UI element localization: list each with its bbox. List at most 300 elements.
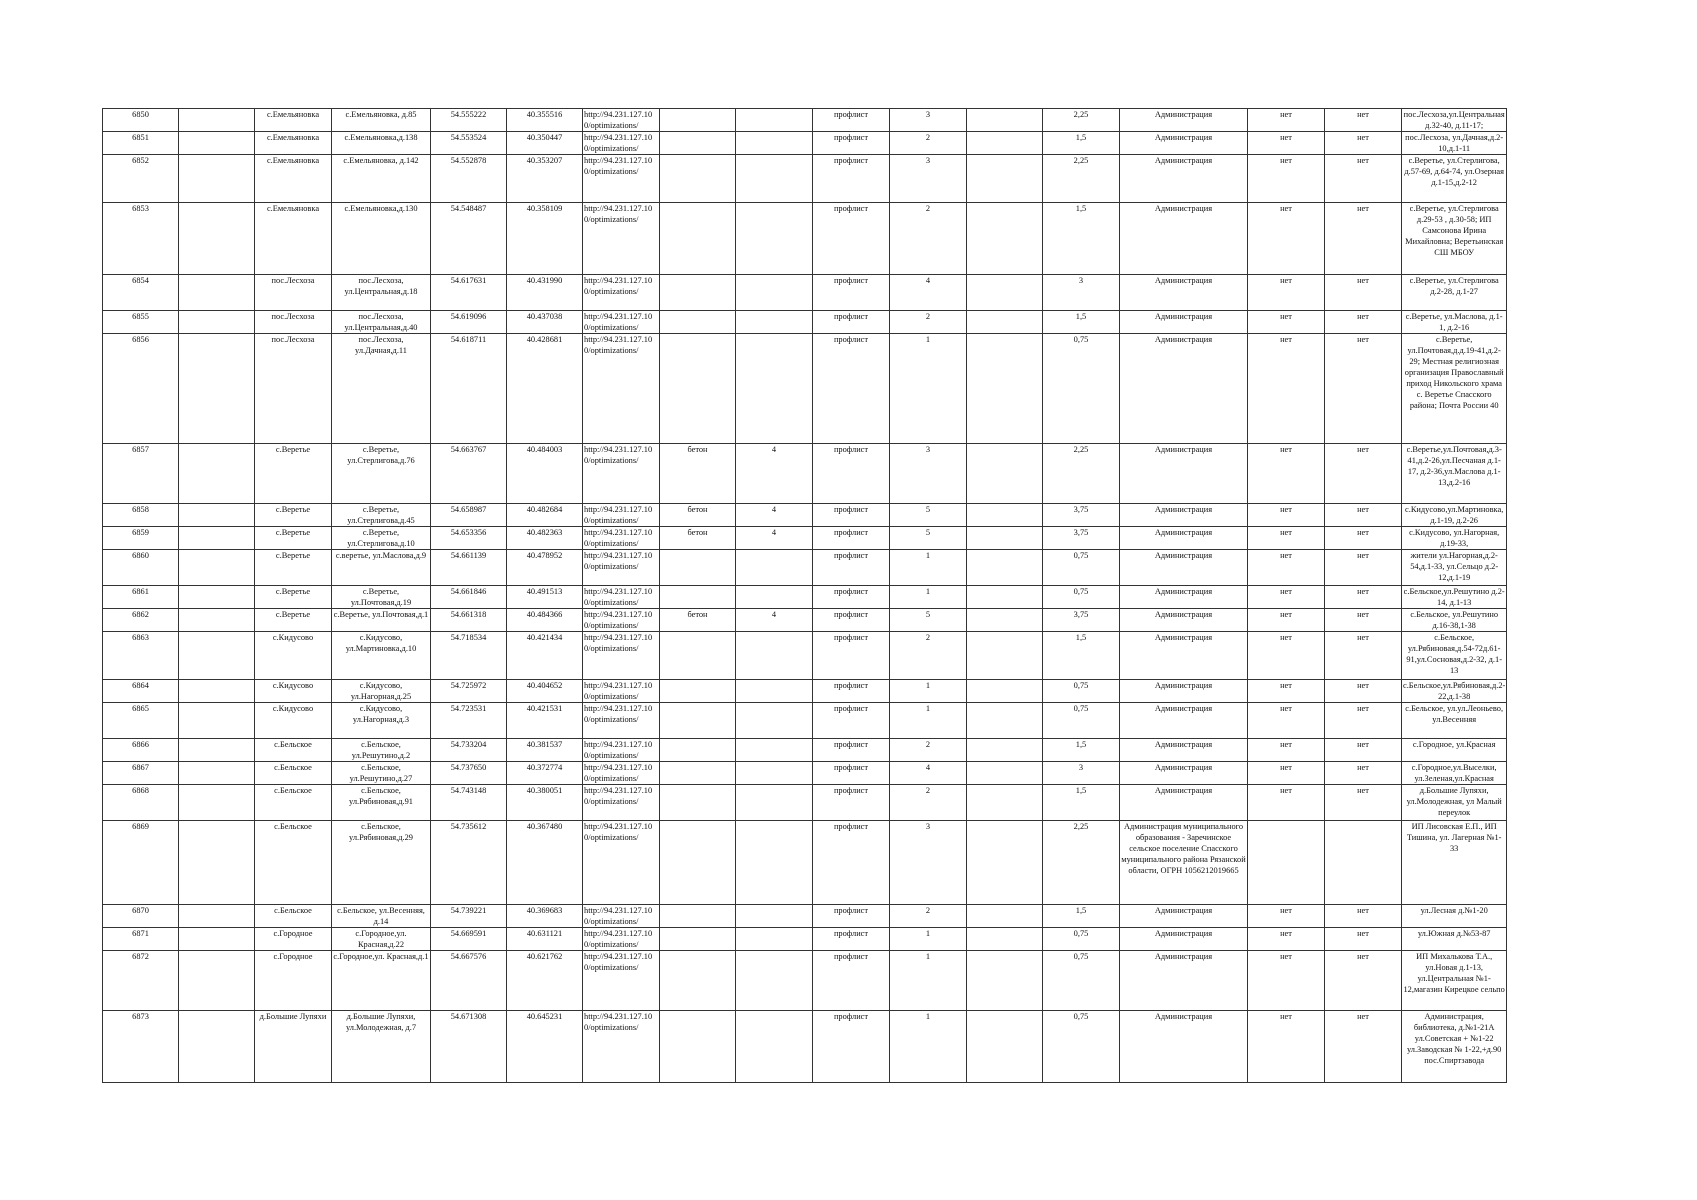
cell-link[interactable]: http://94.231.127.100/optimizations/ [583, 762, 660, 785]
cell-blank2 [967, 109, 1043, 132]
cell-flag1: нет [1248, 504, 1325, 527]
cell-ctype: профлист [813, 444, 890, 504]
cell-count: 3 [890, 444, 967, 504]
table-row [103, 632, 1507, 680]
cell-count: 2 [890, 632, 967, 680]
cell-surface [660, 1011, 736, 1083]
cell-id: 6865 [103, 703, 179, 739]
cell-owner: Администрация [1120, 785, 1248, 821]
cell-surface [660, 680, 736, 703]
cell-flag1: нет [1248, 527, 1325, 550]
cell-count: 1 [890, 550, 967, 586]
cell-lat: 54.663767 [431, 444, 507, 504]
cell-ctype: профлист [813, 821, 890, 905]
cell-flag2: нет [1325, 609, 1402, 632]
cell-owner: Администрация [1120, 444, 1248, 504]
cell-blank1 [179, 739, 255, 762]
cell-surface [660, 905, 736, 928]
table-row [103, 1011, 1507, 1083]
cell-settlement: с.Веретье [255, 550, 332, 586]
cell-lat: 54.618711 [431, 334, 507, 444]
cell-surface [660, 334, 736, 444]
cell-ctype: профлист [813, 109, 890, 132]
cell-link[interactable]: http://94.231.127.100/optimizations/ [583, 109, 660, 132]
cell-flag1: нет [1248, 586, 1325, 609]
cell-surface [660, 762, 736, 785]
cell-surface [660, 311, 736, 334]
cell-address: с.Бельское, ул.Весенняя, д.14 [332, 905, 431, 928]
cell-volume: 2,25 [1043, 155, 1120, 203]
cell-link[interactable]: http://94.231.127.100/optimizations/ [583, 680, 660, 703]
cell-count: 1 [890, 334, 967, 444]
cell-blank2 [967, 444, 1043, 504]
cell-settlement: с.Емельяновка [255, 203, 332, 275]
cell-blank2 [967, 609, 1043, 632]
cell-count: 1 [890, 1011, 967, 1083]
cell-volume: 3,75 [1043, 504, 1120, 527]
cell-lat: 54.671308 [431, 1011, 507, 1083]
cell-served: жители ул.Нагорная,д.2-54,д.1-33, ул.Сельцо д.2-12,д.1-19 [1402, 550, 1507, 586]
cell-served: с.Бельское,ул.Рябиновая,д.2-22,д.1-38 [1403, 681, 1506, 701]
cell-volume: 1,5 [1043, 132, 1120, 155]
cell-settlement: с.Кидусово [255, 680, 332, 703]
cell-volume: 0,75 [1043, 1011, 1120, 1083]
cell-address: с.Бельское, ул.Рябиновая,д.91 [332, 785, 431, 821]
cell-blank1 [179, 444, 255, 504]
cell-owner: Администрация муниципального образования - Заречинское сельское поселение Спасского муниципального района Рязанской области, ОГРН 1056212019665 [1120, 821, 1248, 905]
table-row [103, 905, 1507, 928]
cell-settlement: с.Емельяновка [255, 132, 332, 155]
cell-surface [660, 203, 736, 275]
cell-blank1 [179, 680, 255, 703]
cell-ctype: профлист [813, 527, 890, 550]
cell-area [736, 550, 813, 586]
cell-blank1 [179, 785, 255, 821]
cell-flag1: нет [1248, 680, 1325, 703]
cell-owner: Администрация [1120, 311, 1248, 334]
cell-link[interactable]: http://94.231.127.100/optimizations/ [583, 203, 660, 275]
cell-blank1 [179, 311, 255, 334]
cell-blank2 [967, 1011, 1043, 1083]
cell-lon: 40.645231 [507, 1011, 583, 1083]
cell-surface [660, 951, 736, 1011]
cell-served: с.Кидусово,ул.Мартиновка, д.1-19, д.2-26 [1402, 504, 1507, 527]
cell-flag1 [1248, 821, 1325, 905]
table-row [103, 762, 1507, 785]
cell-flag1: нет [1248, 132, 1325, 155]
cell-link[interactable]: http://94.231.127.100/optimizations/ [583, 785, 660, 821]
cell-surface [660, 586, 736, 609]
cell-lon: 40.478952 [507, 550, 583, 586]
cell-volume: 3 [1043, 762, 1120, 785]
cell-volume: 2,25 [1043, 109, 1120, 132]
table-row [103, 311, 1507, 334]
cell-owner: Администрация [1120, 109, 1248, 132]
cell-area [736, 203, 813, 275]
cell-blank1 [179, 951, 255, 1011]
cell-lat: 54.661846 [431, 586, 507, 609]
cell-lon: 40.428681 [507, 334, 583, 444]
cell-flag1: нет [1248, 155, 1325, 203]
cell-flag2: нет [1325, 334, 1402, 444]
cell-flag2: нет [1325, 444, 1402, 504]
cell-ctype: профлист [813, 203, 890, 275]
cell-blank2 [967, 785, 1043, 821]
cell-link[interactable]: http://94.231.127.100/optimizations/ [583, 550, 660, 586]
cell-served: Администрация, библиотека, д.№1-21А ул.Советская + №1-22 ул.Заводская № 1-22,+д.90 пос.Спиртзавода [1402, 1011, 1507, 1083]
cell-count: 3 [890, 109, 967, 132]
cell-id: 6862 [103, 609, 179, 632]
cell-served: с.Бельское, ул.ул.Леоньево, ул.Весенняя [1402, 703, 1507, 739]
cell-id: 6870 [103, 905, 179, 928]
cell-link[interactable]: http://94.231.127.100/optimizations/ [583, 928, 660, 951]
cell-ctype: профлист [813, 609, 890, 632]
cell-ctype: профлист [813, 951, 890, 1011]
cell-settlement: д.Большие Лупяхи [255, 1011, 332, 1083]
cell-blank2 [967, 550, 1043, 586]
cell-blank2 [967, 311, 1043, 334]
cell-volume: 3 [1043, 275, 1120, 311]
cell-flag1: нет [1248, 334, 1325, 444]
cell-surface: бетон [660, 527, 736, 550]
cell-served: с.Веретье,ул.Почтовая,д.3-41,д.2-26,ул.Песчаная д.1-17, д.2-36,ул.Маслова д.1-13,д.2-16 [1402, 444, 1507, 504]
table-row [103, 275, 1507, 311]
cell-flag1: нет [1248, 275, 1325, 311]
cell-address: с.Бельское, ул.Рябиновая,д.29 [332, 821, 431, 905]
cell-served: ИП Лисовская Е.П., ИП Тишина, ул. Лагерная №1-33 [1402, 821, 1507, 905]
cell-served: с.Веретье, ул.Стерлигова д.29-53 , д.30-58; ИП Самсонова Ирина Михайловна; Веретьинская СШ МБОУ [1402, 203, 1507, 275]
cell-id: 6857 [103, 444, 179, 504]
cell-lon: 40.381537 [507, 739, 583, 762]
cell-link[interactable]: http://94.231.127.100/optimizations/ [583, 609, 660, 632]
cell-ctype: профлист [813, 311, 890, 334]
cell-lat: 54.733204 [431, 739, 507, 762]
cell-served: ИП Михалькова Т.А., ул.Новая д.1-13, ул.Центральная №1-12,магазин Кирецкое сельпо [1402, 951, 1507, 1011]
cell-address: пос.Лесхоза, ул.Дачная,д.11 [332, 334, 431, 444]
table-row [103, 586, 1507, 609]
cell-blank1 [179, 928, 255, 951]
cell-lon: 40.367480 [507, 821, 583, 905]
cell-flag1: нет [1248, 951, 1325, 1011]
cell-area [736, 905, 813, 928]
table-row [103, 203, 1507, 275]
cell-flag2: нет [1325, 905, 1402, 928]
cell-settlement: пос.Лесхоза [255, 334, 332, 444]
cell-flag2 [1325, 821, 1402, 905]
cell-address: с.Веретье, ул.Стерлигова,д.10 [332, 527, 431, 550]
cell-surface [660, 155, 736, 203]
cell-owner: Администрация [1120, 703, 1248, 739]
cell-area: 4 [736, 444, 813, 504]
cell-flag1: нет [1248, 1011, 1325, 1083]
cell-blank2 [967, 821, 1043, 905]
cell-owner: Администрация [1120, 762, 1248, 785]
cell-lon: 40.380051 [507, 785, 583, 821]
cell-flag2: нет [1325, 951, 1402, 1011]
table-row [103, 951, 1507, 1011]
cell-blank2 [967, 762, 1043, 785]
cell-blank2 [967, 132, 1043, 155]
cell-lon: 40.404652 [507, 680, 583, 703]
cell-lat: 54.661318 [431, 609, 507, 632]
cell-link[interactable]: http://94.231.127.100/optimizations/ [583, 739, 660, 762]
cell-address: с.Бельское, ул.Решутино,д.2 [332, 739, 431, 762]
cell-area [736, 739, 813, 762]
table-body [103, 109, 1507, 1083]
cell-link[interactable]: http://94.231.127.100/optimizations/ [583, 155, 660, 203]
cell-link[interactable]: http://94.231.127.100/optimizations/ [583, 504, 660, 527]
cell-lat: 54.718534 [431, 632, 507, 680]
cell-area [736, 1011, 813, 1083]
cell-link[interactable]: http://94.231.127.100/optimizations/ [583, 586, 660, 609]
cell-ctype: профлист [813, 928, 890, 951]
cell-lat: 54.669591 [431, 928, 507, 951]
cell-lon: 40.350447 [507, 132, 583, 155]
cell-flag2: нет [1325, 203, 1402, 275]
cell-owner: Администрация [1120, 928, 1248, 951]
cell-lon: 40.482363 [507, 527, 583, 550]
cell-flag2: нет [1325, 928, 1402, 951]
cell-id: 6867 [103, 762, 179, 785]
table-row [103, 703, 1507, 739]
cell-count: 1 [890, 586, 967, 609]
cell-link[interactable]: http://94.231.127.100/optimizations/ [583, 821, 660, 905]
cell-blank1 [179, 703, 255, 739]
cell-id: 6858 [103, 504, 179, 527]
cell-area [736, 132, 813, 155]
table-row [103, 109, 1507, 132]
cell-volume: 2,25 [1043, 444, 1120, 504]
cell-served: с.Бельское,ул.Решутино д.2-14, д.1-13 [1402, 586, 1507, 609]
cell-surface: бетон [660, 444, 736, 504]
cell-address: с.Емельяновка,д.130 [332, 203, 431, 275]
cell-address: с.Бельское, ул.Решутино,д.27 [332, 762, 431, 785]
cell-lat: 54.737650 [431, 762, 507, 785]
cell-served: ул.Лесная д.№1-20 [1402, 905, 1507, 928]
cell-area [736, 951, 813, 1011]
cell-flag1: нет [1248, 762, 1325, 785]
cell-lon: 40.631121 [507, 928, 583, 951]
cell-volume: 1,5 [1043, 739, 1120, 762]
cell-id: 6854 [103, 275, 179, 311]
cell-link[interactable]: http://94.231.127.100/optimizations/ [583, 132, 660, 155]
cell-area [736, 275, 813, 311]
cell-lat: 54.653356 [431, 527, 507, 550]
cell-link[interactable]: http://94.231.127.100/optimizations/ [583, 527, 660, 550]
cell-settlement: с.Емельяновка [255, 109, 332, 132]
cell-surface [660, 821, 736, 905]
cell-volume: 2,25 [1043, 821, 1120, 905]
cell-owner: Администрация [1120, 132, 1248, 155]
cell-owner: Администрация [1120, 680, 1248, 703]
cell-address: пос.Лесхоза, ул.Центральная,д.40 [332, 311, 431, 334]
cell-blank2 [967, 275, 1043, 311]
cell-blank1 [179, 632, 255, 680]
cell-blank2 [967, 155, 1043, 203]
cell-ctype: профлист [813, 586, 890, 609]
cell-id: 6869 [103, 821, 179, 905]
cell-address: пос.Лесхоза, ул.Центральная,д.18 [332, 275, 431, 311]
cell-flag2: нет [1325, 703, 1402, 739]
cell-id: 6861 [103, 586, 179, 609]
cell-volume: 0,75 [1043, 680, 1120, 703]
cell-surface [660, 632, 736, 680]
cell-owner: Администрация [1120, 632, 1248, 680]
table-row [103, 155, 1507, 203]
cell-volume: 0,75 [1043, 586, 1120, 609]
cell-served: ул.Южная д.№53-87 [1402, 928, 1507, 951]
cell-ctype: профлист [813, 155, 890, 203]
cell-lon: 40.437038 [507, 311, 583, 334]
cell-address: с.Кидусово, ул.Мартиновка,д.10 [332, 632, 431, 680]
cell-ctype: профлист [813, 632, 890, 680]
cell-link[interactable]: http://94.231.127.100/optimizations/ [583, 905, 660, 928]
cell-surface: бетон [660, 609, 736, 632]
cell-volume: 1,5 [1043, 203, 1120, 275]
cell-settlement: с.Бельское [255, 785, 332, 821]
cell-link[interactable]: http://94.231.127.100/optimizations/ [583, 1011, 660, 1083]
cell-settlement: с.Кидусово [255, 632, 332, 680]
cell-settlement: с.Городное [255, 928, 332, 951]
cell-served: пос.Лесхоза, ул.Дачная,д.2-10,д.1-11 [1402, 132, 1507, 155]
cell-flag1: нет [1248, 785, 1325, 821]
table-row [103, 821, 1507, 905]
cell-count: 2 [890, 311, 967, 334]
table-row [103, 550, 1507, 586]
table-row [103, 527, 1507, 550]
table-row [103, 444, 1507, 504]
cell-blank1 [179, 527, 255, 550]
cell-id: 6863 [103, 632, 179, 680]
cell-ctype: профлист [813, 762, 890, 785]
cell-count: 1 [890, 928, 967, 951]
cell-link[interactable]: http://94.231.127.100/optimizations/ [583, 311, 660, 334]
table-row [103, 928, 1507, 951]
cell-address: д.Большие Лупяхи, ул.Молодежная, д.7 [332, 1011, 431, 1083]
cell-settlement: с.Веретье [255, 504, 332, 527]
cell-flag2: нет [1325, 785, 1402, 821]
cell-address: с.Городное,ул. Красная,д.1 [332, 951, 431, 1011]
cell-area: 4 [736, 527, 813, 550]
cell-flag1: нет [1248, 444, 1325, 504]
cell-served: с.Веретье, ул.Почтовая,д.д.19-41,д.2-29; Местная религиозная организация Православный приход Никольского храма с. Веретье Спасского района; Почта России 40 [1402, 334, 1507, 444]
cell-surface [660, 703, 736, 739]
cell-blank1 [179, 203, 255, 275]
cell-area [736, 703, 813, 739]
cell-area [736, 785, 813, 821]
cell-blank1 [179, 550, 255, 586]
cell-flag1: нет [1248, 550, 1325, 586]
table-row [103, 785, 1507, 821]
table-row [103, 504, 1507, 527]
cell-count: 2 [890, 785, 967, 821]
cell-blank1 [179, 586, 255, 609]
cell-served: с.Городное, ул.Красная [1402, 739, 1507, 762]
cell-blank2 [967, 680, 1043, 703]
cell-lat: 54.739221 [431, 905, 507, 928]
cell-link[interactable]: http://94.231.127.100/optimizations/ [583, 444, 660, 504]
cell-lat: 54.553524 [431, 132, 507, 155]
cell-count: 1 [890, 680, 967, 703]
cell-settlement: с.Веретье [255, 527, 332, 550]
cell-flag1: нет [1248, 703, 1325, 739]
cell-blank1 [179, 821, 255, 905]
cell-flag2: нет [1325, 632, 1402, 680]
cell-volume: 0,75 [1043, 951, 1120, 1011]
cell-blank2 [967, 703, 1043, 739]
cell-count: 4 [890, 762, 967, 785]
cell-blank2 [967, 334, 1043, 444]
cell-volume: 0,75 [1043, 550, 1120, 586]
cell-surface [660, 132, 736, 155]
cell-settlement: с.Бельское [255, 739, 332, 762]
cell-blank2 [967, 951, 1043, 1011]
cell-served: пос.Лесхоза,ул.Центральная д.32-40, д.11-17; [1402, 109, 1507, 132]
cell-count: 5 [890, 504, 967, 527]
cell-flag1: нет [1248, 609, 1325, 632]
cell-lon: 40.484366 [507, 609, 583, 632]
cell-ctype: профлист [813, 275, 890, 311]
cell-blank1 [179, 132, 255, 155]
cell-settlement: с.Веретье [255, 609, 332, 632]
cell-flag2: нет [1325, 762, 1402, 785]
cell-settlement: с.Емельяновка [255, 155, 332, 203]
cell-lat: 54.552878 [431, 155, 507, 203]
cell-address: с.Кидусово, ул.Нагорная,д.25 [332, 680, 431, 703]
cell-link[interactable]: http://94.231.127.100/optimizations/ [583, 632, 660, 680]
cell-settlement: с.Веретье [255, 444, 332, 504]
cell-address: с.Веретье, ул.Стерлигова,д.45 [332, 504, 431, 527]
cell-area [736, 928, 813, 951]
cell-served: с.Городное,ул.Выселки, ул.Зеленая,ул.Красная [1402, 762, 1507, 785]
cell-area [736, 680, 813, 703]
cell-id: 6852 [103, 155, 179, 203]
cell-lon: 40.372774 [507, 762, 583, 785]
cell-link[interactable]: http://94.231.127.100/optimizations/ [583, 703, 660, 739]
cell-count: 1 [890, 951, 967, 1011]
cell-link[interactable]: http://94.231.127.100/optimizations/ [583, 951, 660, 1011]
cell-count: 2 [890, 739, 967, 762]
cell-link[interactable]: http://94.231.127.100/optimizations/ [583, 275, 660, 311]
cell-count: 2 [890, 203, 967, 275]
cell-id: 6853 [103, 203, 179, 275]
cell-blank2 [967, 203, 1043, 275]
cell-settlement: пос.Лесхоза [255, 275, 332, 311]
cell-flag2: нет [1325, 132, 1402, 155]
cell-id: 6868 [103, 785, 179, 821]
cell-address: с.Веретье, ул.Почтовая,д.1 [332, 609, 431, 632]
cell-owner: Администрация [1120, 1011, 1248, 1083]
cell-flag1: нет [1248, 928, 1325, 951]
cell-area [736, 632, 813, 680]
cell-lat: 54.658987 [431, 504, 507, 527]
cell-surface [660, 739, 736, 762]
cell-lat: 54.555222 [431, 109, 507, 132]
cell-lon: 40.431990 [507, 275, 583, 311]
cell-area [736, 821, 813, 905]
cell-settlement: с.Кидусово [255, 703, 332, 739]
cell-lon: 40.482684 [507, 504, 583, 527]
cell-count: 2 [890, 132, 967, 155]
cell-blank2 [967, 632, 1043, 680]
cell-link[interactable]: http://94.231.127.100/optimizations/ [583, 334, 660, 444]
cell-owner: Администрация [1120, 550, 1248, 586]
cell-owner: Администрация [1120, 951, 1248, 1011]
cell-id: 6872 [103, 951, 179, 1011]
cell-lat: 54.723531 [431, 703, 507, 739]
cell-lon: 40.421434 [507, 632, 583, 680]
cell-id: 6859 [103, 527, 179, 550]
